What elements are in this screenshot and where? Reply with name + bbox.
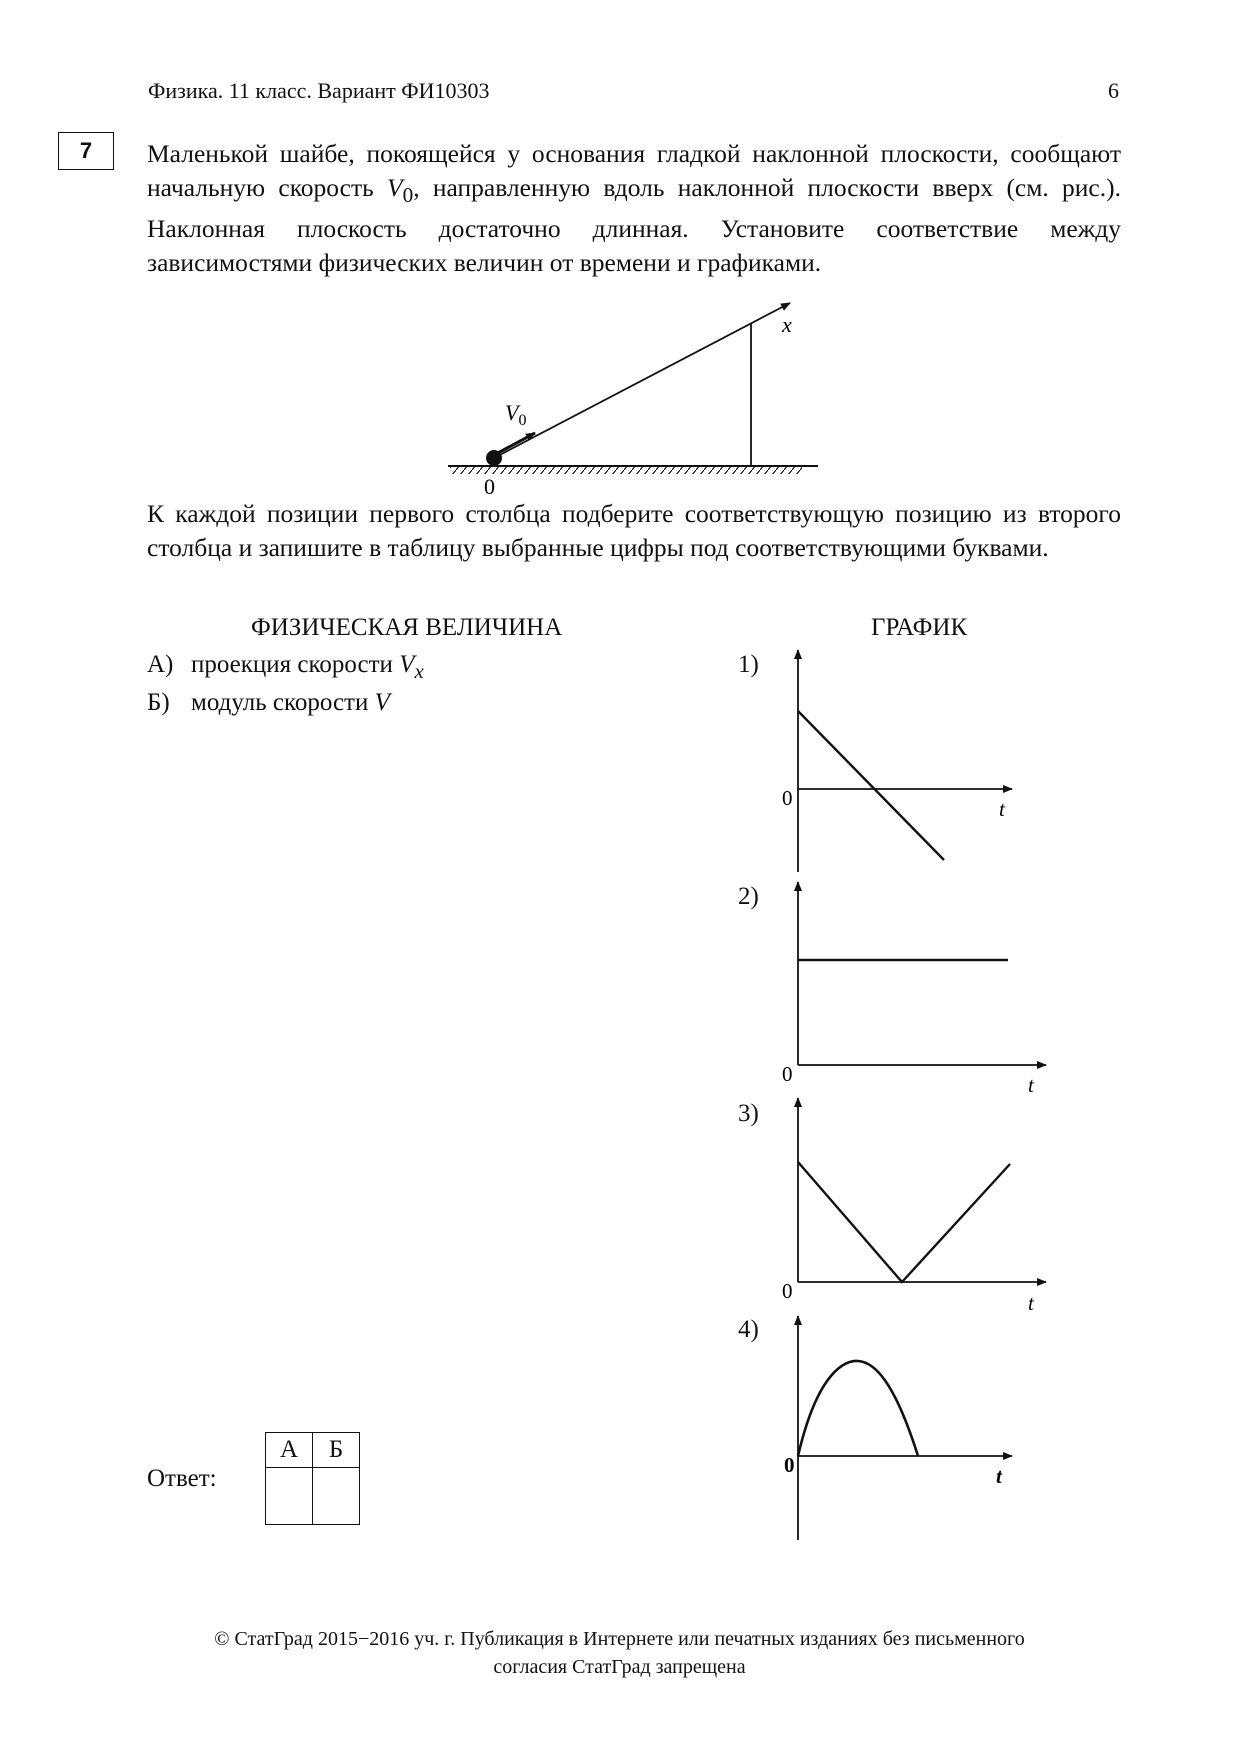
- incline-x-axis: [494, 303, 790, 458]
- v0-label-symbol: V: [505, 400, 519, 425]
- copyright-footer: [0, 1625, 1239, 1681]
- x-axis-label: x: [782, 312, 792, 337]
- quantity-a-subscript: x: [414, 659, 424, 683]
- graph-1: [782, 650, 1012, 872]
- question-text-part1: Маленькой шайбе, покоящейся у основания гладкой наклонной плоскости, сообщают начальную скорость: [147, 139, 1121, 202]
- quantity-column-header: ФИЗИЧЕСКАЯ ВЕЛИЧИНА: [251, 614, 563, 641]
- graph-3-origin-label: 0: [782, 1279, 793, 1303]
- graph-2-number: 2): [738, 883, 759, 910]
- graph-4-origin-label: 0: [784, 1453, 795, 1477]
- v0-symbol: V: [387, 172, 403, 202]
- graph-3: [782, 1098, 1046, 1315]
- quantity-b-symbol: V: [374, 689, 390, 716]
- origin-label: 0: [484, 474, 495, 499]
- answer-table: [265, 1432, 360, 1525]
- graph-4: [784, 1316, 1012, 1540]
- instruction-text: К каждой позиции первого столбца подберите соответствующую позицию из второго столбца и запишите в таблицу выбранные цифры под соответствующими буквами.: [147, 499, 1121, 562]
- v0-label: [505, 400, 526, 429]
- question-number-box: 7: [58, 132, 114, 170]
- velocity-arrow: [496, 433, 535, 454]
- graph-4-t-label: t: [996, 1464, 1002, 1488]
- quantity-a: [147, 651, 424, 684]
- graph-3-line: [798, 1162, 1010, 1282]
- answer-cell-b[interactable]: [313, 1468, 360, 1525]
- graph-1-number: 1): [738, 651, 759, 678]
- question-text-part2: , направленную вдоль наклонной плоскости вверх (см. рис.). Наклонная плоскость достаточно длинная. Установите соответствие между зависимостями физических величин от времени и графиками.: [147, 172, 1121, 277]
- quantity-b: [147, 689, 390, 717]
- graph-1-line: [798, 711, 944, 860]
- answer-column-b-header: Б: [313, 1433, 360, 1468]
- incline-figure: [440, 290, 830, 500]
- answer-label: Ответ:: [147, 1465, 217, 1492]
- graph-4-curve: [798, 1361, 918, 1456]
- page-header: Физика. 11 класс. Вариант ФИ10303: [148, 78, 490, 103]
- graph-2-t-label: t: [1028, 1073, 1034, 1097]
- graph-1-t-label: t: [999, 797, 1005, 821]
- v0-subscript: 0: [402, 182, 414, 207]
- graph-3-number: 3): [738, 1100, 759, 1127]
- graph-3-t-label: t: [1028, 1291, 1034, 1315]
- quantity-b-letter: Б): [147, 689, 170, 716]
- question-text: [147, 137, 1121, 279]
- graph-1-origin-label: 0: [782, 786, 793, 810]
- graph-4-number: 4): [738, 1316, 759, 1343]
- page-number: 6: [1108, 78, 1119, 103]
- answer-column-a-header: А: [266, 1433, 313, 1468]
- ground-hatching: [450, 467, 802, 474]
- footer-line-2: согласия СтатГрад запрещена: [493, 1656, 746, 1678]
- graph-column-header: ГРАФИК: [871, 614, 968, 641]
- graph-2-origin-label: 0: [782, 1062, 793, 1086]
- graph-2: [782, 882, 1046, 1097]
- footer-line-1: © СтатГрад 2015−2016 уч. г. Публикация в Интернете или печатных изданиях без письменного: [214, 1628, 1025, 1650]
- quantity-a-letter: А): [147, 651, 174, 678]
- v0-label-subscript: 0: [518, 412, 527, 429]
- quantity-a-symbol: V: [399, 651, 415, 678]
- answer-cell-a[interactable]: [266, 1468, 313, 1525]
- quantity-a-text: проекция скорости: [191, 651, 400, 678]
- quantity-b-text: модуль скорости: [191, 689, 375, 716]
- graphs-area: [770, 640, 1060, 1550]
